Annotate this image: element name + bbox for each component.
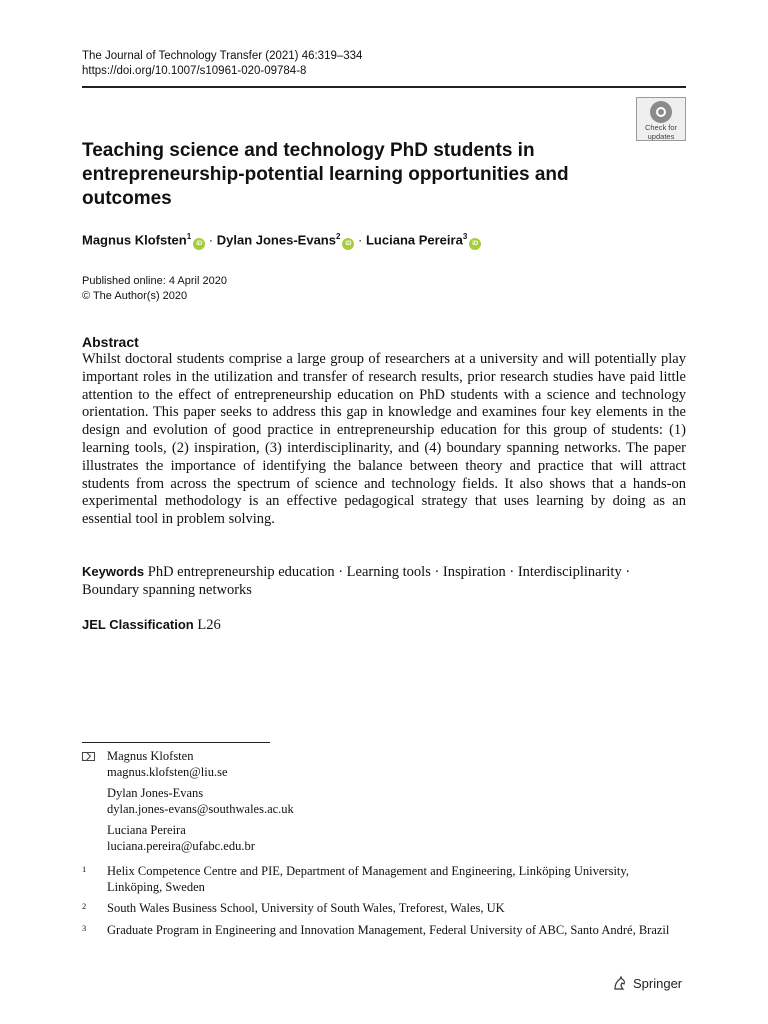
- jel-code: L26: [197, 617, 221, 633]
- contact-name: Magnus Klofsten: [107, 749, 194, 763]
- author-list: [82, 232, 481, 250]
- author-affiliation-number: 2: [335, 232, 341, 241]
- header-rule: [82, 86, 686, 88]
- journal-header: [82, 49, 362, 78]
- published-date: Published online: 4 April 2020: [82, 275, 227, 287]
- contact-entry: [107, 786, 294, 817]
- journal-citation: The Journal of Technology Transfer (2021) 46:319–334: [82, 50, 363, 62]
- article-title: Teaching science and technology PhD students in entrepreneurship-potential learning opportunities and outcomes: [82, 140, 569, 209]
- jel-heading: JEL Classification: [82, 617, 194, 632]
- orcid-icon[interactable]: iD: [193, 238, 205, 250]
- affiliation-text: Graduate Program in Engineering and Innovation Management, Federal University of ABC, Santo André, Brazil: [107, 922, 670, 937]
- author-affiliation-number: 3: [462, 232, 468, 241]
- abstract-text: Whilst doctoral students comprise a large group of researchers at a university and will potentially play important roles in the utilization and transfer of research results, prior research studies have paid little attention to the effect of entrepreneurship education on PhD students with a science and technology orientation. This paper seeks to address this gap in knowledge and examines four key elements in the design and evolution of good practice in entrepreneurship education for this group of students: (1) learning tools, (2) inspiration, (3) interdisciplinarity, and (4) boundary spanning networks. The paper illustrates the importance of identifying the balance between theory and practice that will attract students from across the spectrum of science and technology fields. It also shows that a hands-on experimental methodology is an effective pedagogical strategy that uses learning by doing as an essential tool in problem solving.: [82, 351, 686, 528]
- contact-entry: [107, 823, 294, 854]
- contact-name: Luciana Pereira: [107, 823, 186, 837]
- badge-line1: Check for: [644, 123, 678, 132]
- orcid-icon[interactable]: iD: [469, 238, 481, 250]
- badge-line2: updates: [647, 131, 675, 141]
- check-for-updates-badge[interactable]: [636, 97, 686, 141]
- affiliation-number: 1: [82, 864, 87, 874]
- affiliation-text: South Wales Business School, University of South Wales, Treforest, Wales, UK: [107, 901, 505, 915]
- affiliation-number: 3: [82, 922, 87, 933]
- contact-email[interactable]: dylan.jones-evans@southwales.ac.uk: [107, 801, 294, 816]
- springer-horse-icon: [612, 975, 628, 991]
- keywords-heading: Keywords: [82, 564, 145, 579]
- keywords-text: PhD entrepreneurship education · Learning tools · Inspiration · Interdisciplinarity · Boundary spanning networks: [82, 564, 631, 598]
- contact-email[interactable]: magnus.klofsten@liu.se: [107, 764, 228, 779]
- author-separator: ·: [205, 232, 217, 248]
- affiliation-text: Helix Competence Centre and PIE, Department of Management and Engineering, Linköping University, Linköping, Sweden: [107, 864, 629, 894]
- contact-name: Dylan Jones-Evans: [107, 786, 204, 800]
- author-affiliation-number: 1: [186, 232, 192, 241]
- affiliation-number: 2: [82, 901, 87, 911]
- abstract-heading: Abstract: [82, 334, 139, 350]
- affiliations: [82, 864, 686, 944]
- author-separator: ·: [354, 232, 366, 248]
- contact-email[interactable]: luciana.pereira@ufabc.edu.br: [107, 838, 255, 853]
- footnote-rule: [82, 742, 270, 743]
- affiliation-item: [82, 923, 686, 939]
- author-name: Dylan Jones-Evans: [216, 232, 336, 248]
- affiliation-item: [82, 901, 686, 917]
- envelope-icon: [82, 752, 95, 761]
- copyright-notice: © The Author(s) 2020: [82, 289, 188, 302]
- author-name: Luciana Pereira: [365, 232, 463, 248]
- publication-info: [82, 274, 227, 303]
- orcid-icon[interactable]: iD: [342, 238, 354, 250]
- jel-classification: [82, 617, 221, 634]
- crossmark-icon: [650, 101, 672, 123]
- doi-link[interactable]: https://doi.org/10.1007/s10961-020-09784-8: [82, 64, 307, 77]
- publisher-logo: [612, 975, 682, 991]
- contact-entry: [107, 749, 294, 780]
- publisher-name: Springer: [633, 975, 683, 991]
- keywords: [82, 563, 642, 599]
- corresponding-contacts: [82, 749, 294, 860]
- author-name: Magnus Klofsten: [82, 232, 187, 248]
- affiliation-item: [82, 864, 686, 895]
